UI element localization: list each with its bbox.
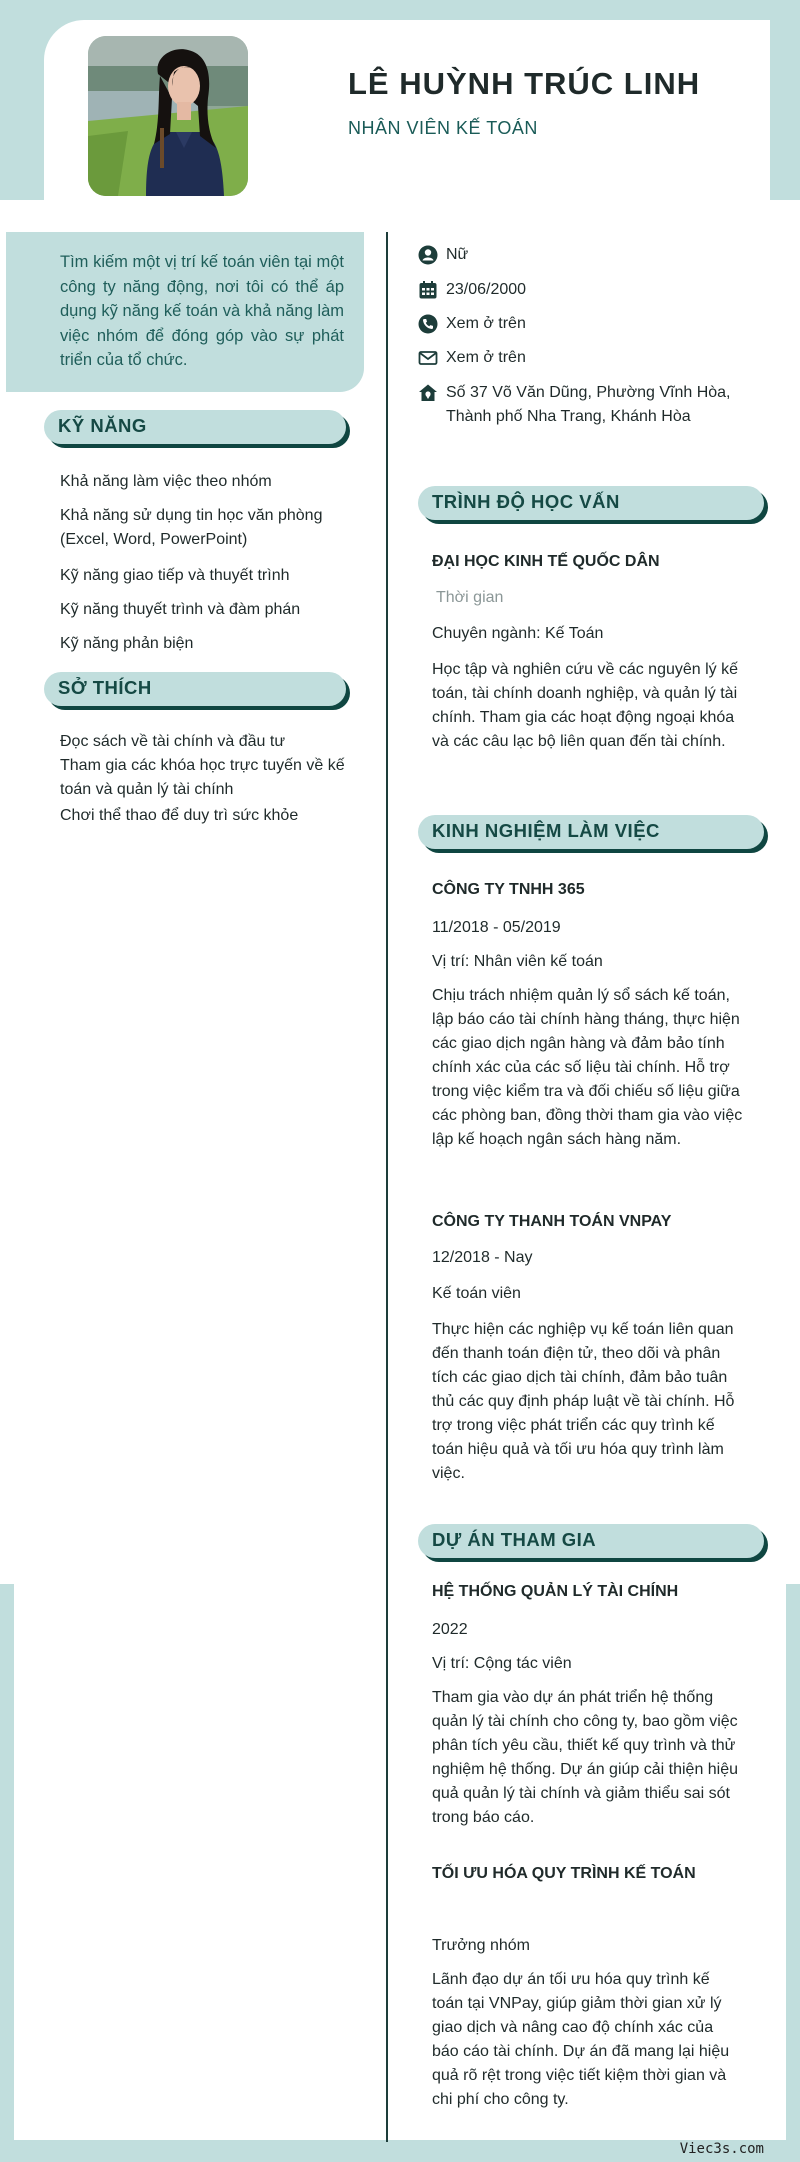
skills-section-title [44, 410, 346, 444]
education-major: Chuyên ngành: Kế Toán [432, 625, 604, 642]
header-notch [0, 158, 44, 200]
education-school [432, 550, 744, 574]
column-divider [386, 232, 388, 2142]
project-description: Tham gia vào dự án phát triển hệ thống quản lý tài chính cho công ty, bao gồm việc phân tích yêu cầu, thiết kế quy trình và thử nghiệm hệ thống. Dự án giúp cải thiện hiệu quả quản lý tài chính và giảm thiểu sai sót trong báo cáo. [432, 1689, 739, 1826]
calendar-icon [418, 280, 438, 300]
education-time-text: Thời gian [436, 589, 504, 606]
education-section-title [418, 486, 764, 520]
location-icon [418, 383, 438, 403]
footer-watermark: Viec3s.com [679, 2141, 764, 2157]
hobby-item: Tham gia các khóa học trực tuyến về kế toán và quản lý tài chính [60, 757, 345, 798]
address-text: Số 37 Võ Văn Dũng, Phường Vĩnh Hòa, Thành phố Nha Trang, Khánh Hòa [446, 384, 731, 425]
project-year: 2022 [432, 1621, 468, 1638]
profile-photo [88, 36, 248, 196]
projects-section-title [418, 1524, 764, 1558]
job-period: 12/2018 - Nay [432, 1249, 533, 1266]
experience-title: KINH NGHIỆM LÀM VIỆC [432, 820, 660, 841]
objective-text: Tìm kiếm một vị trí kế toán viên tại một công ty năng động, nơi tôi có thể áp dụng kỹ năng kế toán và khả năng làm việc nhóm để đóng góp vào sự phát triển của tổ chức. [60, 253, 344, 369]
job-position: Vị trí: Nhân viên kế toán [432, 953, 603, 970]
skills-title: KỸ NĂNG [58, 415, 147, 436]
contact-email [418, 346, 748, 370]
skill-item: Kỹ năng thuyết trình và đàm phán [60, 601, 301, 618]
hobby-item: Đọc sách về tài chính và đầu tư [60, 733, 286, 750]
job-description: Chịu trách nhiệm quản lý sổ sách kế toán, lập báo cáo tài chính hàng tháng, thực hiện các giao dịch ngân hàng và đảm bảo tính chính xác của các số liệu tài chính. Hỗ trợ trong việc kiểm tra và đối chiếu số liệu giữa các phòng ban, đồng thời tham gia vào việc lập kế hoạch ngân sách hàng năm. [432, 987, 743, 1148]
project-role: Trưởng nhóm [432, 1937, 530, 1954]
experience-section-title [418, 815, 764, 849]
education-description: Học tập và nghiên cứu về các nguyên lý kế toán, tài chính doanh nghiệp, và quản lý tài chính. Tham gia các hoạt động ngoại khóa và các câu lạc bộ liên quan đến tài chính. [432, 661, 738, 750]
project-name: TỐI ƯU HÓA QUY TRÌNH KẾ TOÁN [432, 1865, 696, 1882]
skill-item: Kỹ năng phản biện [60, 635, 194, 652]
job-position: Kế toán viên [432, 1285, 521, 1302]
skill-item: Khả năng sử dụng tin học văn phòng (Excel, Word, PowerPoint) [60, 507, 323, 548]
phone-icon [418, 314, 438, 334]
contact-address [418, 381, 748, 429]
job-period: 11/2018 - 05/2019 [432, 919, 561, 936]
frame-right [786, 1584, 800, 2162]
email-text: Xem ở trên [446, 349, 526, 366]
project-name: HỆ THỐNG QUẢN LÝ TÀI CHÍNH [432, 1583, 679, 1600]
education-time [436, 586, 748, 610]
email-icon [418, 348, 438, 368]
gender-text: Nữ [446, 246, 469, 263]
hobbies-section-title [44, 672, 346, 706]
job-description: Thực hiện các nghiệp vụ kế toán liên quan đến thanh toán điện tử, theo dõi và phân tích các giao dịch tài chính, đảm bảo tuân thủ các quy định pháp luật về tài chính. Hỗ trợ trong việc phát triển các quy trình kế toán hiệu quả và tối ưu hóa quy trình làm việc. [432, 1321, 735, 1482]
phone-text: Xem ở trên [446, 315, 526, 332]
candidate-name: LÊ HUỲNH TRÚC LINH [348, 66, 701, 101]
candidate-role: NHÂN VIÊN KẾ TOÁN [348, 118, 538, 138]
education-title: TRÌNH ĐỘ HỌC VẤN [432, 491, 620, 512]
birthday-text: 23/06/2000 [446, 281, 527, 298]
skill-item: Kỹ năng giao tiếp và thuyết trình [60, 567, 290, 584]
contact-phone [418, 312, 748, 336]
project-role: Vị trí: Cộng tác viên [432, 1655, 572, 1672]
hobby-item: Chơi thể thao để duy trì sức khỏe [60, 807, 299, 824]
projects-title: DỰ ÁN THAM GIA [432, 1529, 597, 1550]
project-description: Lãnh đạo dự án tối ưu hóa quy trình kế toán tại VNPay, giúp giảm thời gian xử lý giao dịch và nâng cao độ chính xác của báo cáo tài chính. Dự án đã mang lại hiệu quả rõ rệt trong việc tiết kiệm thời gian và chi phí cho công ty. [432, 1971, 730, 2108]
contact-birthday [418, 278, 748, 302]
objective-box [6, 232, 364, 392]
school-name: ĐẠI HỌC KINH TẾ QUỐC DÂN [432, 553, 660, 570]
user-icon [418, 245, 438, 265]
job-company: CÔNG TY THANH TOÁN VNPAY [432, 1213, 672, 1230]
skill-item: Khả năng làm việc theo nhóm [60, 473, 272, 490]
contact-gender [418, 243, 748, 267]
frame-left [0, 1584, 14, 2162]
job-company: CÔNG TY TNHH 365 [432, 881, 585, 898]
hobbies-title: SỞ THÍCH [58, 677, 152, 698]
